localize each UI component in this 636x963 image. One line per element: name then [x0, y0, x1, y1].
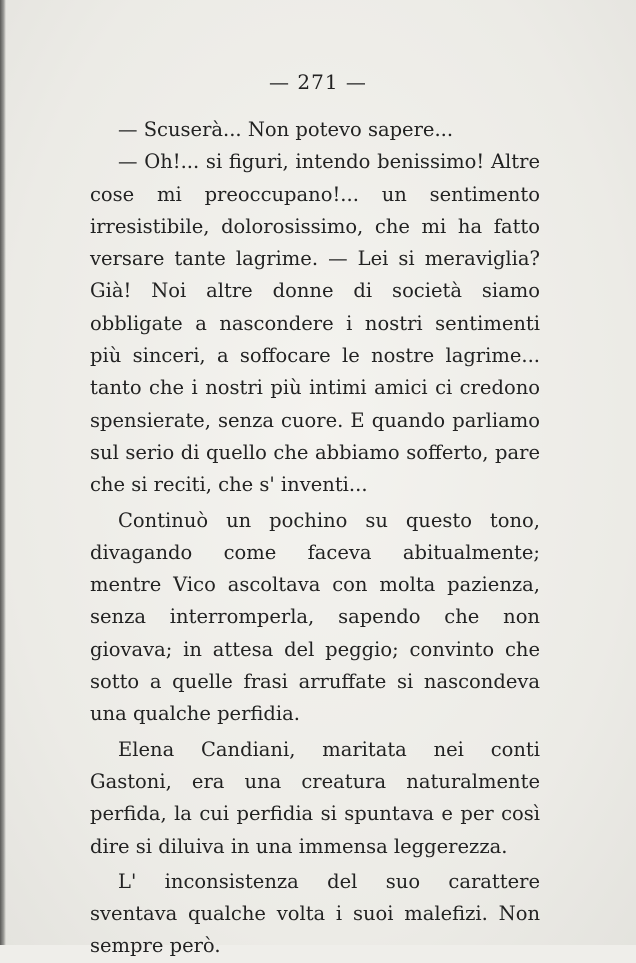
- paragraph: L' inconsistenza del suo carattere sventava qualche volta i suoi malefizi. Non sempre però.: [90, 869, 540, 958]
- page-number: — 271 —: [269, 70, 367, 94]
- paragraph: — Scuserà... Non potevo sapere...: [118, 118, 454, 141]
- page-binding-edge: [0, 0, 6, 945]
- paragraph: Elena Candiani, maritata nei conti Gastoni, era una creatura naturalmente perfida, la cui perfidia si spuntava e per così dire si diluiva in una immensa leggerezza.: [90, 737, 540, 858]
- paragraph: Continuò un pochino su questo tono, divagando come faceva abitualmente; mentre Vico ascoltava con molta pazienza, senza interromperla, sapendo che non giovava; in attesa del peggio; convinto che sotto a quelle frasi arruffate si nascondeva una qualche perfidia.: [90, 508, 540, 726]
- body-text: [90, 114, 540, 963]
- paragraph: — Oh!... si figuri, intendo benissimo! Altre cose mi preoccupano!... un sentimento irresistibile, dolorosissimo, che mi ha fatto versare tante lagrime. — Lei si meraviglia? Già! Noi altre donne di società siamo obbligate a nascondere i nostri sentimenti più sinceri, a soffocare le nostre lagrime... tanto che i nostri più intimi amici ci credono spensierate, senza cuore. E quando parliamo sul serio di quello che abbiamo sofferto, pare che si reciti, che s' inventi...: [90, 150, 540, 497]
